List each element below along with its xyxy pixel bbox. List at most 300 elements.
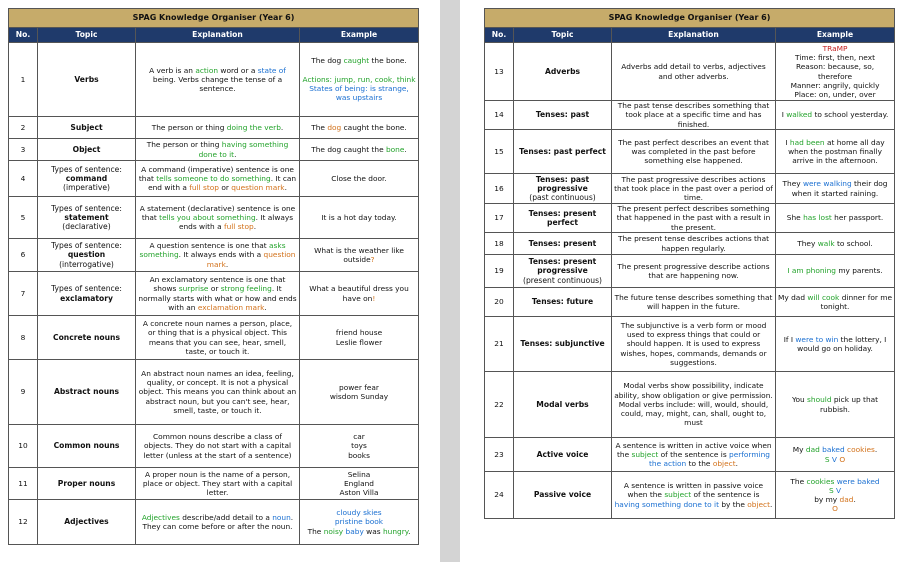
left_rows.5.ex-segment: ? (370, 255, 375, 264)
row-example (776, 174, 895, 204)
row-topic (38, 117, 136, 139)
row-number: 6 (9, 239, 38, 272)
left_rows.4.exp-segment: . (253, 222, 257, 232)
left_rows.0.ex-segment: the bone. (371, 56, 407, 66)
table-row (9, 500, 419, 545)
right_rows.7.exp-segment: The future tense describes something that will happen in the future. (614, 292, 773, 311)
table-row (485, 438, 895, 472)
left_rows.11.ex-segment: The (307, 526, 324, 536)
left_rows.1.ex-segment: caught the bone. (341, 122, 407, 132)
left_rows.6.exp-segment: An exclamatory sentence is one that shows (149, 275, 286, 294)
header-explanation: Explanation (136, 28, 300, 43)
row-number: 1 (9, 43, 38, 117)
right_rows.5.ex-segment: They (797, 238, 818, 248)
left_rows.5.exp-segment: . (225, 259, 229, 269)
row-example (300, 360, 419, 425)
right_rows.11.ex-segment: S (828, 485, 834, 495)
row-topic (38, 500, 136, 545)
left_rows.6.exp-segment: exclamation mark (197, 302, 265, 312)
right_rows.6.ex-segment: I am phoning (787, 266, 836, 276)
row-example (300, 500, 419, 545)
right_rows.4.exp-segment: The present perfect describes something that happened in the past with a result in the present. (616, 204, 771, 232)
table-row (9, 197, 419, 239)
header-example: Example (300, 28, 419, 43)
left_rows.6.ex-segment: What a beautiful dress you have on (309, 284, 409, 303)
table-row (485, 43, 895, 101)
row-number: 20 (485, 288, 514, 317)
table-row (485, 204, 895, 233)
topic-name: Concrete nouns (53, 332, 120, 342)
table-row (485, 174, 895, 204)
row-number: 24 (485, 472, 514, 519)
right_rows.10.exp-segment: performing the action (649, 449, 770, 469)
left_rows.3.exp-segment: question mark (231, 183, 285, 193)
row-explanation (612, 472, 776, 519)
left_rows.11.exp-segment: describe/add detail to a (179, 512, 273, 522)
right_rows.3.ex-segment: their dog when it started raining. (791, 179, 888, 198)
left_rows.3.exp-segment: tells someone to do something (156, 173, 271, 183)
left_rows.11.ex-segment: . (408, 526, 411, 536)
row-topic (38, 43, 136, 117)
table-row (9, 43, 419, 117)
right_rows.10.ex-segment: S (824, 454, 830, 464)
right_rows.1.ex-segment: walked (786, 110, 813, 120)
row-explanation (612, 233, 776, 255)
left_rows.0.exp-segment: being. Verbs change the tense of a sentence. (152, 74, 283, 94)
left_rows.4.exp-segment: full stop (223, 222, 254, 232)
right_rows.6.ex-segment: my parents. (835, 266, 883, 276)
row-example (300, 272, 419, 316)
right_rows.10.ex-segment: baked (822, 445, 845, 455)
row-explanation (612, 288, 776, 317)
table-row (9, 272, 419, 316)
topic-name: Tenses: present (528, 238, 597, 248)
right_rows.0.ex-segment: TRaMP (822, 43, 848, 53)
topic-subtitle: (present continuous) (523, 275, 602, 285)
row-number: 14 (485, 101, 514, 130)
topic-name: Common nouns (53, 441, 120, 451)
row-example (300, 468, 419, 500)
right_rows.10.ex-segment: O (839, 454, 846, 464)
row-example (776, 438, 895, 472)
table-row (9, 360, 419, 425)
row-topic (38, 316, 136, 360)
right_rows.10.ex-segment: cookies (847, 445, 875, 455)
right_rows.2.ex-segment: had been (789, 137, 825, 147)
topic-line: Types of sentence: (51, 164, 122, 174)
row-number: 9 (9, 360, 38, 425)
row-topic (514, 438, 612, 472)
right_rows.10.exp-segment: object (712, 459, 736, 469)
right_rows.5.ex-segment: to school. (834, 238, 873, 248)
table-row (485, 472, 895, 519)
right_rows.2.ex-segment: I (785, 137, 790, 147)
left_rows.6.exp-segment: . It normally starts with what or how and ends with an (138, 284, 297, 312)
topic-subtitle: (interrogative) (59, 259, 114, 269)
row-explanation (612, 204, 776, 233)
right_rows.6.exp-segment: The present progressive describe actions that are happening now. (617, 261, 770, 280)
row-topic (514, 43, 612, 101)
right_rows.10.ex-segment: . (874, 445, 878, 455)
left_rows.3.exp-segment: . It can end with a (148, 173, 297, 193)
right_rows.1.exp-segment: The past tense describes something that took place at a specific time and has finished. (617, 101, 770, 129)
table-row (9, 139, 419, 161)
row-example (300, 425, 419, 468)
right_rows.4.ex-segment: her passport. (831, 213, 884, 223)
row-explanation (136, 197, 300, 239)
right_rows.10.ex-segment: dad (805, 445, 820, 455)
row-topic (38, 360, 136, 425)
row-number: 21 (485, 317, 514, 372)
row-topic (38, 272, 136, 316)
right_rows.10.exp-segment: to the (686, 459, 713, 469)
table-row (9, 468, 419, 500)
row-number: 4 (9, 161, 38, 197)
left_rows.10.ex-segment: Selina England Aston Villa (339, 469, 379, 498)
left_rows.6.exp-segment: or (208, 284, 221, 294)
table-row (9, 161, 419, 197)
left_rows.7.exp-segment: A concrete noun names a person, place, or thing that is a physical object. This means that you can see, hear, smell, taste, or touch it. (142, 319, 293, 356)
right-page (460, 0, 900, 562)
row-example (300, 239, 419, 272)
row-number: 13 (485, 43, 514, 101)
right_rows.3.exp-segment: The past progressive describes actions that took place in the past over a period of time. (614, 174, 773, 203)
right_rows.7.ex-segment: will cook (807, 292, 840, 302)
table-row (485, 255, 895, 288)
topic-name: Proper nouns (57, 478, 116, 488)
row-example (300, 161, 419, 197)
row-number: 5 (9, 197, 38, 239)
right_rows.9.ex-segment: You (791, 395, 808, 405)
left_rows.0.ex-segment: The dog (311, 56, 344, 66)
right_rows.8.ex-segment: were to win (795, 334, 839, 344)
left_rows.8.exp-segment: An abstract noun names an idea, feeling, quality, or concept. It is not a physical object. This means you can think about an abstract noun, but you can't see, hear, smell, taste, or touch it. (138, 368, 297, 415)
topic-subtitle: (past continuous) (529, 193, 596, 203)
row-example (776, 101, 895, 130)
topic-name: Tenses: past progressive (535, 174, 590, 193)
row-number: 22 (485, 372, 514, 438)
right_rows.1.ex-segment: to school yesterday. (812, 110, 889, 120)
row-explanation (612, 438, 776, 472)
left-page (0, 0, 440, 562)
row-topic (514, 472, 612, 519)
right_rows.8.ex-segment: the lottery, I would go on holiday. (797, 334, 887, 353)
left_rows.11.exp-segment: noun (272, 512, 291, 522)
right_rows.11.ex-segment: V (836, 485, 842, 495)
right_rows.3.ex-segment: were walking (802, 179, 852, 189)
knowledge-table-right (484, 8, 895, 519)
row-example (776, 43, 895, 101)
topic-subtitle: (declarative) (62, 222, 111, 232)
right_rows.11.exp-segment: . (770, 499, 773, 509)
topic-name: Active voice (536, 449, 589, 459)
row-example (776, 130, 895, 174)
row-number: 16 (485, 174, 514, 204)
right_rows.11.exp-segment: A sentence is written in passive voice when the (623, 481, 764, 500)
row-topic (514, 101, 612, 130)
page-gutter (440, 0, 460, 562)
left_rows.10.exp-segment: A proper noun is the name of a person, place or object. They start with a capital letter. (142, 469, 293, 498)
topic-name: Subject (70, 122, 103, 132)
right_rows.10.exp-segment: of the sentence is (658, 449, 730, 459)
table-row (9, 425, 419, 468)
row-explanation (612, 372, 776, 438)
row-topic (514, 372, 612, 438)
right_rows.11.ex-segment: O (832, 504, 838, 514)
left-table-body (9, 43, 419, 545)
topic-name: Modal verbs (536, 399, 589, 409)
row-topic (38, 139, 136, 161)
row-topic (514, 204, 612, 233)
left_rows.0.exp-segment: A verb is an (149, 65, 196, 75)
left_rows.2.ex-segment: . (404, 144, 407, 154)
topic-name: Tenses: present progressive (528, 257, 597, 276)
left_rows.0.exp-segment: action (195, 65, 219, 75)
left_rows.3.exp-segment: A command (imperative) sentence is one that (138, 164, 294, 183)
row-topic (514, 255, 612, 288)
left_rows.3.exp-segment: . (284, 183, 287, 193)
row-example (776, 372, 895, 438)
right_rows.11.exp-segment: of the sentence is (691, 490, 760, 500)
right_rows.4.ex-segment: has lost (803, 213, 832, 223)
row-number: 3 (9, 139, 38, 161)
left_rows.1.ex-segment: dog (327, 122, 342, 132)
row-example (300, 117, 419, 139)
topic-subtitle: (imperative) (63, 183, 110, 193)
row-example (776, 317, 895, 372)
row-explanation (612, 43, 776, 101)
topic-name: Object (72, 144, 101, 154)
topic-name: Adverbs (544, 66, 581, 76)
row-number: 18 (485, 233, 514, 255)
right_rows.11.exp-segment: subject (664, 490, 692, 500)
row-number: 2 (9, 117, 38, 139)
right_rows.11.ex-segment: by my (814, 495, 838, 504)
left_rows.11.exp-segment: . They can come before or after the noun. (142, 512, 294, 531)
left_rows.5.exp-segment: . It always ends with a (178, 250, 264, 260)
right_rows.5.ex-segment: walk (817, 238, 835, 248)
topic-name: command (65, 173, 108, 183)
topic-name: question (67, 250, 106, 260)
row-explanation (136, 43, 300, 117)
right_rows.9.ex-segment: pick up that rubbish. (819, 395, 879, 414)
row-number: 11 (9, 468, 38, 500)
left_rows.11.ex-segment: was (363, 526, 383, 536)
left_rows.9.ex-segment: car toys books (348, 432, 370, 460)
row-topic (38, 197, 136, 239)
row-number: 23 (485, 438, 514, 472)
right_rows.4.ex-segment: She (786, 213, 804, 223)
left_rows.2.exp-segment: having something done to it (198, 140, 289, 159)
left_rows.2.exp-segment: . (234, 149, 237, 159)
right_rows.9.exp-segment: Modal verbs show possibility, indicate ability, show obligation or give permission. Modal verbs include: will, would, should, could, may, might, can, shall, ought to, must (614, 381, 773, 428)
row-example (776, 233, 895, 255)
topic-name: Tenses: future (531, 297, 594, 307)
row-number: 15 (485, 130, 514, 174)
row-example (776, 288, 895, 317)
right_rows.9.ex-segment: should (807, 395, 832, 405)
row-explanation (612, 317, 776, 372)
header-explanation: Explanation (612, 28, 776, 43)
left_rows.2.ex-segment: bone (385, 144, 405, 154)
table-row (9, 117, 419, 139)
topic-name: Tenses: subjunctive (520, 339, 605, 349)
topic-line: Types of sentence: (51, 284, 122, 294)
header-no: No. (485, 28, 514, 43)
topic-name: statement (64, 212, 109, 222)
row-explanation (136, 316, 300, 360)
left_rows.3.ex-segment: Close the door. (331, 173, 387, 183)
left_rows.7.ex-segment: friend house Leslie flower (335, 328, 383, 347)
right_rows.10.exp-segment: . (735, 459, 738, 469)
row-number: 12 (9, 500, 38, 545)
right_rows.3.ex-segment: They (782, 179, 803, 189)
right_rows.5.exp-segment: The present tense describes actions that happen regularly. (617, 234, 770, 253)
row-example (300, 139, 419, 161)
left_rows.11.exp-segment: Adjectives (141, 512, 180, 522)
topic-name: Abstract nouns (53, 387, 120, 397)
left_rows.0.ex-segment: Actions: jump, run, cook, think (302, 74, 416, 84)
left_rows.6.exp-segment: . (264, 302, 267, 312)
left_rows.1.exp-segment: doing the verb (226, 122, 281, 132)
left_rows.0.exp-segment: state of (257, 65, 286, 75)
header-no: No. (9, 28, 38, 43)
left_rows.5.exp-segment: A question sentence is one that (149, 241, 270, 251)
row-example (776, 204, 895, 233)
topic-name: Verbs (74, 74, 99, 84)
left_rows.0.ex-segment: caught (343, 56, 370, 66)
table-title: SPAG Knowledge Organiser (Year 6) (9, 9, 419, 28)
right_rows.0.exp-segment: Adverbs add detail to verbs, adjectives and other adverbs. (621, 62, 766, 81)
row-explanation (612, 174, 776, 204)
row-number: 19 (485, 255, 514, 288)
row-explanation (136, 139, 300, 161)
topic-name: exclamatory (60, 293, 113, 303)
row-number: 8 (9, 316, 38, 360)
right_rows.1.ex-segment: I (781, 110, 787, 120)
row-number: 7 (9, 272, 38, 316)
row-explanation (136, 117, 300, 139)
row-topic (514, 288, 612, 317)
left_rows.4.exp-segment: . It always ends with a (178, 212, 294, 232)
left_rows.1.exp-segment: The person or thing (151, 122, 227, 132)
right_rows.10.ex-segment: My (792, 445, 806, 455)
right_rows.11.ex-segment: The (790, 476, 807, 486)
row-explanation (612, 130, 776, 174)
left_rows.11.ex-segment: hungry (382, 526, 409, 536)
row-example (300, 197, 419, 239)
right_rows.8.ex-segment: If I (783, 334, 796, 344)
topic-name: Tenses: past (535, 110, 590, 120)
row-explanation (136, 468, 300, 500)
left_rows.6.exp-segment: strong feeling (220, 284, 272, 294)
right_rows.11.ex-segment: cookies (806, 476, 835, 486)
left_rows.6.exp-segment: surprise (178, 284, 209, 294)
right_rows.0.ex-segment: Time: first, then, next Reason: because, so, therefore Manner: angrily, quickly Place: on, under, over (790, 53, 880, 99)
right-table-body (485, 43, 895, 519)
table-row (485, 372, 895, 438)
topic-name: Adjectives (64, 517, 109, 527)
row-topic (514, 174, 612, 204)
row-topic (38, 425, 136, 468)
right_rows.11.exp-segment: having something done to it (614, 499, 719, 509)
table-row (485, 233, 895, 255)
right_rows.7.ex-segment: dinner for me tonight. (820, 292, 892, 311)
row-topic (38, 468, 136, 500)
row-topic (514, 233, 612, 255)
right_rows.7.ex-segment: My dad (778, 292, 808, 302)
row-topic (514, 317, 612, 372)
topic-line: Types of sentence: (51, 241, 122, 251)
right_rows.11.exp-segment: by the (718, 499, 748, 509)
left_rows.8.ex-segment: power fear wisdom Sunday (329, 382, 389, 401)
left_rows.3.exp-segment: full stop (189, 183, 219, 193)
left_rows.11.ex-segment: cloudy skies pristine book (334, 508, 384, 527)
left_rows.5.exp-segment: question mark (206, 250, 296, 269)
left_rows.1.exp-segment: . (280, 122, 284, 132)
table-row (9, 316, 419, 360)
header-topic: Topic (514, 28, 612, 43)
topic-name: Passive voice (533, 490, 592, 500)
header-example: Example (776, 28, 895, 43)
row-example (776, 255, 895, 288)
left_rows.4.exp-segment: A statement (declarative) sentence is one that (139, 203, 296, 222)
row-number: 17 (485, 204, 514, 233)
row-example (300, 43, 419, 117)
right_rows.11.ex-segment: dad (839, 495, 854, 504)
row-number: 10 (9, 425, 38, 468)
left_rows.5.exp-segment: asks something (139, 241, 286, 260)
row-explanation (136, 161, 300, 197)
left_rows.11.ex-segment: baby (345, 526, 364, 536)
topic-line: Types of sentence: (51, 203, 122, 213)
right_rows.11.exp-segment: object (747, 499, 771, 509)
left_rows.3.exp-segment: or (218, 183, 232, 193)
left_rows.11.ex-segment: noisy (323, 526, 344, 536)
table-row (485, 130, 895, 174)
topic-name: Tenses: past perfect (519, 146, 606, 156)
row-explanation (612, 101, 776, 130)
row-explanation (612, 255, 776, 288)
row-explanation (136, 425, 300, 468)
left_rows.4.ex-segment: It is a hot day today. (321, 212, 397, 222)
row-topic (38, 239, 136, 272)
right_rows.10.exp-segment: A sentence is written in active voice when the (615, 440, 772, 459)
row-example (776, 472, 895, 519)
left_rows.0.exp-segment: word or a (218, 65, 258, 75)
left_rows.0.ex-segment: States of being: is strange, was upstairs (309, 84, 409, 103)
row-explanation (136, 500, 300, 545)
right_rows.10.ex-segment: V (831, 454, 837, 464)
row-explanation (136, 239, 300, 272)
table-title: SPAG Knowledge Organiser (Year 6) (485, 9, 895, 28)
right_rows.10.exp-segment: subject (631, 449, 659, 459)
left_rows.4.exp-segment: tells you about something (159, 212, 256, 222)
left_rows.9.exp-segment: Common nouns describe a class of objects. They do not start with a capital letter (unless at the start of a sentence) (143, 432, 292, 460)
table-row (485, 101, 895, 130)
left_rows.6.ex-segment: ! (372, 293, 376, 303)
table-row (485, 288, 895, 317)
right_rows.2.exp-segment: The past perfect describes an event that was completed in the past before something else happened. (618, 137, 769, 166)
left_rows.2.ex-segment: The dog caught the (311, 144, 386, 154)
table-row (9, 239, 419, 272)
row-example (300, 316, 419, 360)
left_rows.1.ex-segment: The (311, 122, 328, 132)
header-topic: Topic (38, 28, 136, 43)
knowledge-table-left (8, 8, 419, 545)
row-explanation (136, 272, 300, 316)
right_rows.11.ex-segment: . (853, 495, 856, 504)
